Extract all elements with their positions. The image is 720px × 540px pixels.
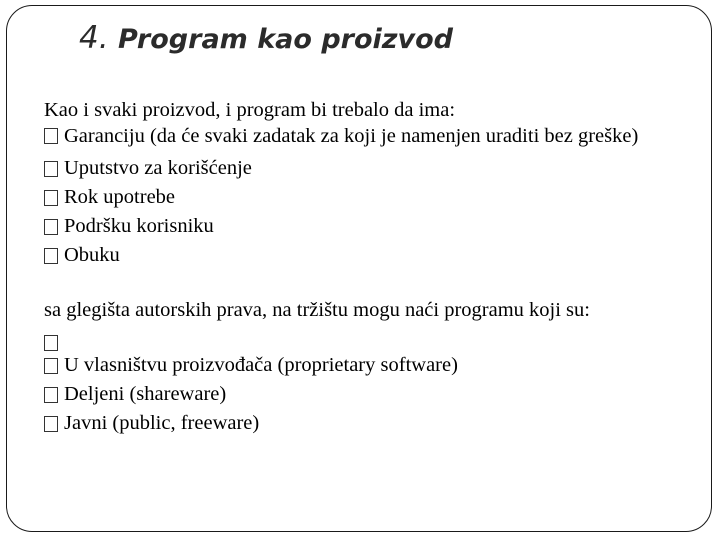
bullet-item xyxy=(44,125,684,147)
spacer xyxy=(44,270,684,299)
bullet-text: Podršku korisniku xyxy=(64,215,214,237)
bullet-box-icon xyxy=(44,219,58,235)
bullet-text: Garanciju (da će svaki zadatak za koji je namenjen uraditi bez greške) xyxy=(64,125,639,147)
bullet-text: U vlasništvu proizvođača (proprietary software) xyxy=(64,354,458,376)
bullet-box-icon xyxy=(44,128,58,144)
bullet-item xyxy=(44,328,684,351)
bullet-box-icon xyxy=(44,190,58,206)
bullet-text: Uputstvo za korišćenje xyxy=(64,157,252,179)
bullet-item xyxy=(44,380,684,409)
slide-content xyxy=(44,96,684,438)
section2-intro: sa glegišta autorskih prava, na tržištu mogu naći programu koji su: xyxy=(44,299,590,321)
bullet-item xyxy=(44,409,684,438)
slide-title xyxy=(79,20,453,56)
bullet-item xyxy=(44,241,684,270)
bullet-box-icon xyxy=(44,248,58,264)
bullet-text: Obuku xyxy=(64,244,120,266)
bullet-box-icon xyxy=(44,335,58,351)
bullet-item xyxy=(44,351,684,380)
bullet-box-icon xyxy=(44,416,58,432)
bullet-item xyxy=(44,183,684,212)
title-text: Program kao proizvod xyxy=(108,24,453,55)
bullet-box-icon xyxy=(44,161,58,177)
bullet-text: Deljeni (shareware) xyxy=(64,383,227,405)
section1-intro: Kao i svaki proizvod, i program bi trebalo da ima: xyxy=(44,99,456,121)
bullet-box-icon xyxy=(44,387,58,403)
bullet-item xyxy=(44,154,684,183)
bullet-item xyxy=(44,212,684,241)
bullet-text: Javni (public, freeware) xyxy=(64,412,260,434)
bullet-text: Rok upotrebe xyxy=(64,186,176,208)
bullet-box-icon xyxy=(44,358,58,374)
title-number: 4. xyxy=(79,20,109,56)
